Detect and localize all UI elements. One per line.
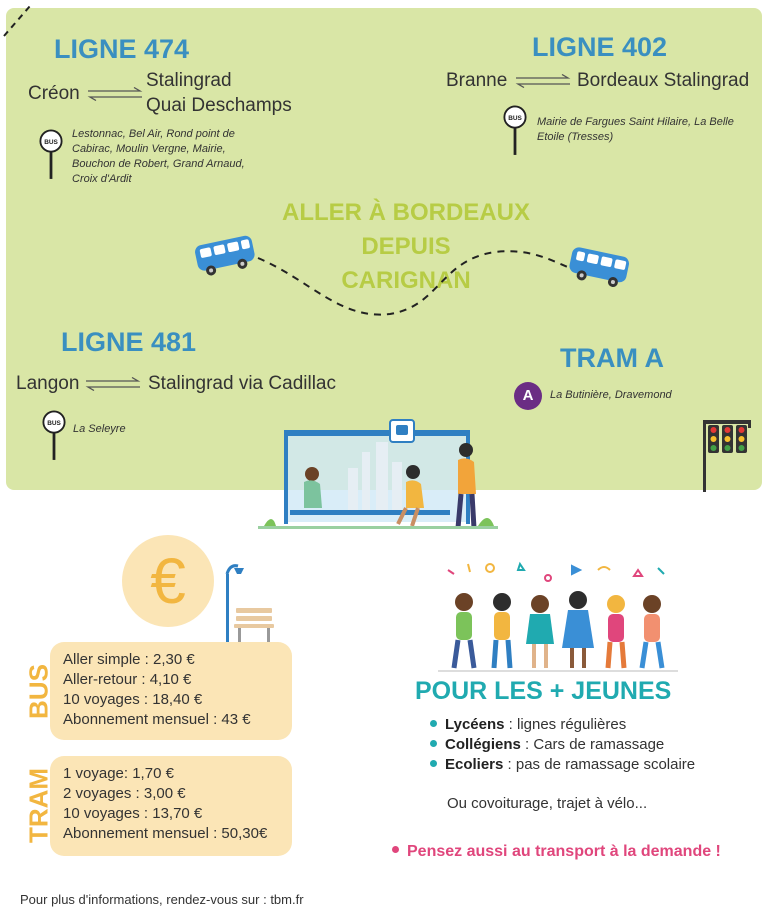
bullet-icon	[430, 740, 437, 747]
bus-stop-sign-icon	[503, 103, 527, 157]
ligne-402-stops: Mairie de Fargues Saint Hilaire, La Belle Etoile (Tresses)	[537, 116, 734, 143]
ligne-474-stops: Lestonnac, Bel Air, Rond point de Cabirac, Moulin Vergne, Mairie, Bouchon de Robert, Grand Arnaud, Croix d'Ardit	[72, 128, 245, 185]
svg-text:BUS: BUS	[44, 138, 58, 146]
footer-info: Pour plus d'informations, rendez-vous sur : tbm.fr	[20, 892, 304, 907]
ligne-402-to: Bordeaux Stalingrad	[577, 70, 750, 91]
demand-transport-text: Pensez aussi au transport à la demande !	[407, 843, 721, 860]
bus-stop-sign-icon	[42, 408, 66, 462]
bus-price-label: BUS	[23, 664, 54, 719]
jeunes-item-lyceens	[430, 715, 695, 735]
jeunes-item-label: Lycéens	[445, 716, 505, 733]
ligne-402-title: LIGNE 402	[532, 32, 668, 62]
center-title-line-1: ALLER À BORDEAUX	[281, 199, 530, 226]
jeunes-other: Ou covoiturage, trajet à vélo...	[447, 795, 648, 812]
bidirectional-arrow-icon	[84, 377, 142, 391]
bus-price-abonnement: Abonnement mensuel : 43 €	[63, 711, 251, 728]
jeunes-item-collegiens	[430, 735, 695, 755]
euro-icon: €	[150, 545, 186, 617]
bullet-icon	[430, 720, 437, 727]
ligne-474-from: Créon	[28, 83, 80, 104]
jeunes-item-ecoliers	[430, 755, 695, 775]
children-group-illustration	[428, 558, 688, 676]
dashed-route-path	[250, 240, 580, 330]
bidirectional-arrow-icon	[86, 87, 144, 101]
lamp-post-bench-illustration	[218, 560, 276, 644]
tram-a-title: TRAM A	[560, 343, 664, 373]
tram-a-stops: La Butinière, Dravemond	[550, 389, 672, 401]
tram-price-label: TRAM	[23, 767, 54, 844]
center-title-line-3: CARIGNAN	[341, 267, 471, 294]
bus-price-10-voyages: 10 voyages : 18,40 €	[63, 691, 203, 708]
ligne-474-to-2: Quai Deschamps	[146, 95, 292, 116]
ligne-481-to: Stalingrad via Cadillac	[148, 373, 336, 394]
bullet-icon	[430, 760, 437, 767]
jeunes-item-label: Ecoliers	[445, 756, 504, 773]
jeunes-item-text: : Cars de ramassage	[520, 736, 665, 753]
bus-stop-sign-icon	[39, 127, 63, 181]
bus-price-list	[63, 650, 251, 730]
bus-icon	[566, 242, 634, 290]
tram-a-badge: A	[514, 382, 542, 410]
ligne-481-title: LIGNE 481	[61, 327, 197, 357]
jeunes-item-text: : lignes régulières	[504, 716, 627, 733]
svg-text:BUS: BUS	[508, 114, 522, 122]
ligne-474-title: LIGNE 474	[54, 34, 190, 64]
jeunes-item-label: Collégiens	[445, 736, 521, 753]
ligne-481-from: Langon	[16, 373, 80, 394]
tram-price-10-voyages: 10 voyages : 13,70 €	[63, 805, 203, 822]
ligne-481-stops: La Seleyre	[73, 423, 126, 435]
traffic-light-icon	[700, 417, 756, 493]
demand-transport-note	[392, 843, 721, 861]
bus-price-aller-retour: Aller-retour : 4,10 €	[63, 671, 192, 688]
svg-text:BUS: BUS	[47, 419, 61, 427]
tram-price-abonnement: Abonnement mensuel : 50,30€	[63, 825, 268, 842]
jeunes-list	[430, 715, 695, 775]
bidirectional-arrow-icon	[514, 74, 572, 88]
bullet-icon	[392, 846, 399, 853]
jeunes-title: POUR LES + JEUNES	[415, 677, 672, 705]
center-title-line-2: DEPUIS	[361, 233, 451, 260]
bus-price-aller-simple: Aller simple : 2,30 €	[63, 651, 195, 668]
dashed-path-corner	[0, 0, 40, 40]
ligne-402-from: Branne	[446, 70, 508, 91]
tram-price-2-voyages: 2 voyages : 3,00 €	[63, 785, 186, 802]
bus-shelter-illustration	[258, 412, 498, 538]
jeunes-item-text: : pas de ramassage scolaire	[503, 756, 696, 773]
tram-price-1-voyage: 1 voyage: 1,70 €	[63, 765, 174, 782]
ligne-474-to-1: Stalingrad	[146, 70, 232, 91]
bus-icon	[192, 232, 260, 276]
tram-price-list	[63, 764, 267, 844]
